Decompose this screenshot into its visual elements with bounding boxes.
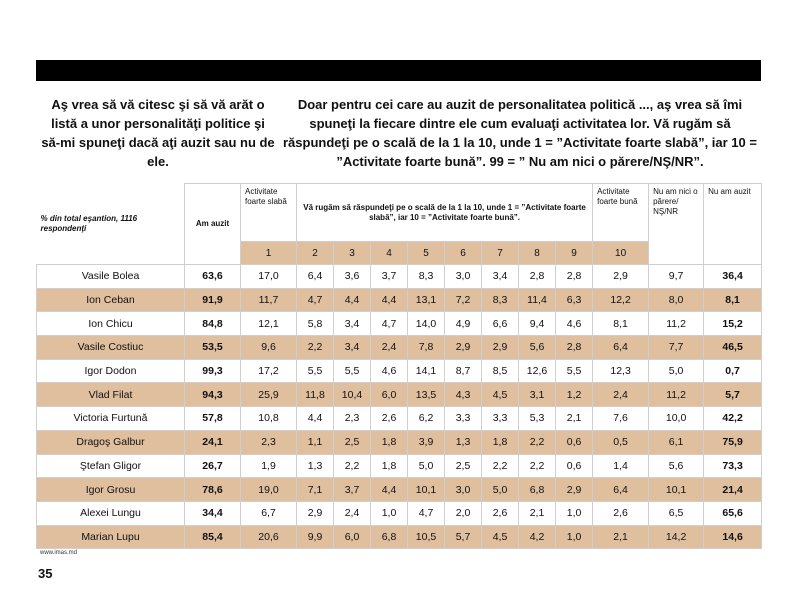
rating-cell: 10,5 [408,525,445,549]
rating-cell: 6,4 [593,336,649,360]
am-auzit-value: 99,3 [185,359,241,383]
table-body [37,265,762,549]
am-auzit-value: 57,8 [185,407,241,431]
politician-name: Ion Ceban [37,288,185,312]
rating-cell: 4,5 [482,383,519,407]
rating-cell: 2,4 [593,383,649,407]
rating-cell: 10,4 [334,383,371,407]
am-auzit-value: 78,6 [185,478,241,502]
rating-cell: 17,2 [241,359,297,383]
nu-am-auzit-value: 46,5 [704,336,762,360]
header-scale-instruction: Vă rugăm să răspundeţi pe o scală de la 1 la 10, unde 1 = ”Activitate foarte slabă”, iar 10 = ”Activitate foarte bună”. [297,184,593,242]
scale-number-8: 8 [519,242,556,265]
rating-cell: 14,2 [649,525,704,549]
rating-cell: 2,2 [334,454,371,478]
sample-label: % din total eşantion, 1116 respondenţi [40,213,138,233]
scale-number-6: 6 [445,242,482,265]
table-row [37,407,762,431]
rating-cell: 2,1 [556,407,593,431]
rating-cell: 10,0 [649,407,704,431]
rating-cell: 4,4 [371,478,408,502]
rating-cell: 5,6 [649,454,704,478]
rating-cell: 1,8 [482,430,519,454]
am-auzit-value: 24,1 [185,430,241,454]
rating-cell: 2,9 [297,501,334,525]
rating-cell: 9,6 [241,336,297,360]
rating-cell: 5,3 [519,407,556,431]
rating-cell: 3,3 [445,407,482,431]
rating-cell: 0,5 [593,430,649,454]
politician-name: Ştefan Gligor [37,454,185,478]
nu-am-auzit-value: 65,6 [704,501,762,525]
rating-cell: 3,4 [334,312,371,336]
rating-cell: 3,7 [371,265,408,289]
nu-am-auzit-value: 42,2 [704,407,762,431]
rating-cell: 1,8 [371,430,408,454]
rating-cell: 1,8 [371,454,408,478]
am-auzit-value: 91,9 [185,288,241,312]
rating-cell: 4,2 [519,525,556,549]
rating-cell: 9,7 [649,265,704,289]
rating-cell: 6,2 [408,407,445,431]
header-nr: Nu am nici o părere/ NŞ/NR [649,184,704,265]
rating-cell: 3,3 [482,407,519,431]
am-auzit-value: 85,4 [185,525,241,549]
rating-cell: 7,8 [408,336,445,360]
rating-cell: 2,2 [519,454,556,478]
rating-cell: 25,9 [241,383,297,407]
rating-cell: 6,7 [241,501,297,525]
rating-cell: 7,6 [593,407,649,431]
table-row [37,501,762,525]
rating-cell: 2,0 [445,501,482,525]
rating-cell: 6,4 [593,478,649,502]
rating-cell: 8,1 [593,312,649,336]
rating-cell: 5,0 [408,454,445,478]
rating-cell: 12,2 [593,288,649,312]
rating-cell: 10,8 [241,407,297,431]
rating-cell: 4,4 [371,288,408,312]
politician-name: Ion Chicu [37,312,185,336]
rating-cell: 11,2 [649,312,704,336]
scale-number-9: 9 [556,242,593,265]
rating-cell: 5,6 [519,336,556,360]
ratings-table [36,183,762,549]
rating-cell: 6,1 [649,430,704,454]
source-url: www.imas.md [40,550,78,556]
rating-cell: 2,5 [334,430,371,454]
rating-cell: 2,3 [241,430,297,454]
rating-cell: 4,3 [445,383,482,407]
rating-cell: 2,8 [556,336,593,360]
rating-cell: 0,6 [556,430,593,454]
rating-cell: 4,7 [371,312,408,336]
rating-cell: 2,2 [297,336,334,360]
rating-cell: 2,2 [482,454,519,478]
rating-cell: 4,4 [334,288,371,312]
rating-cell: 4,7 [297,288,334,312]
rating-cell: 7,2 [445,288,482,312]
rating-cell: 11,7 [241,288,297,312]
rating-cell: 5,8 [297,312,334,336]
rating-cell: 6,5 [649,501,704,525]
rating-cell: 10,1 [649,478,704,502]
rating-cell: 9,4 [519,312,556,336]
rating-cell: 6,0 [371,383,408,407]
rating-cell: 6,6 [482,312,519,336]
rating-cell: 3,7 [334,478,371,502]
nu-am-auzit-value: 5,7 [704,383,762,407]
rating-cell: 1,1 [297,430,334,454]
am-auzit-value: 26,7 [185,454,241,478]
rating-cell: 2,2 [519,430,556,454]
politician-name: Marian Lupu [37,525,185,549]
rating-cell: 2,9 [445,336,482,360]
rating-cell: 5,5 [334,359,371,383]
rating-cell: 3,0 [445,478,482,502]
rating-cell: 5,5 [556,359,593,383]
rating-cell: 5,5 [297,359,334,383]
table-row [37,265,762,289]
rating-cell: 1,2 [556,383,593,407]
politician-name: Igor Dodon [37,359,185,383]
rating-cell: 1,4 [593,454,649,478]
rating-cell: 11,4 [519,288,556,312]
table-row [37,383,762,407]
rating-cell: 8,5 [482,359,519,383]
rating-cell: 1,0 [556,501,593,525]
table-row [37,312,762,336]
header-nu-auzit: Nu am auzit [704,184,762,265]
header-activitate-buna: Activitate foarte bună [593,184,649,242]
politician-name: Victoria Furtună [37,407,185,431]
rating-cell: 2,9 [482,336,519,360]
nu-am-auzit-value: 14,6 [704,525,762,549]
rating-cell: 19,0 [241,478,297,502]
scale-number-3: 3 [334,242,371,265]
rating-cell: 4,5 [482,525,519,549]
rating-cell: 3,4 [482,265,519,289]
am-auzit-value: 34,4 [185,501,241,525]
rating-cell: 1,3 [445,430,482,454]
rating-cell: 3,1 [519,383,556,407]
rating-cell: 13,1 [408,288,445,312]
rating-cell: 6,0 [334,525,371,549]
rating-cell: 2,9 [593,265,649,289]
rating-cell: 12,3 [593,359,649,383]
rating-cell: 6,8 [519,478,556,502]
rating-cell: 1,9 [241,454,297,478]
nu-am-auzit-value: 15,2 [704,312,762,336]
nu-am-auzit-value: 21,4 [704,478,762,502]
rating-cell: 2,6 [482,501,519,525]
rating-cell: 2,4 [371,336,408,360]
rating-cell: 8,3 [408,265,445,289]
scale-number-2: 2 [297,242,334,265]
table-row [37,525,762,549]
nu-am-auzit-value: 75,9 [704,430,762,454]
rating-cell: 4,6 [556,312,593,336]
rating-cell: 4,6 [371,359,408,383]
am-auzit-value: 63,6 [185,265,241,289]
rating-cell: 20,6 [241,525,297,549]
nu-am-auzit-value: 8,1 [704,288,762,312]
rating-cell: 2,8 [556,265,593,289]
rating-cell: 6,3 [556,288,593,312]
am-auzit-value: 84,8 [185,312,241,336]
table-row [37,359,762,383]
rating-cell: 4,4 [297,407,334,431]
table-row [37,478,762,502]
rating-cell: 11,8 [297,383,334,407]
rating-cell: 1,0 [556,525,593,549]
scale-number-1: 1 [241,242,297,265]
am-auzit-value: 94,3 [185,383,241,407]
rating-cell: 2,6 [593,501,649,525]
rating-cell: 14,0 [408,312,445,336]
politician-name: Alexei Lungu [37,501,185,525]
rating-cell: 2,8 [519,265,556,289]
rating-cell: 11,2 [649,383,704,407]
rating-cell: 8,0 [649,288,704,312]
rating-cell: 7,1 [297,478,334,502]
rating-cell: 3,9 [408,430,445,454]
top-black-bar [36,60,761,81]
rating-cell: 12,1 [241,312,297,336]
rating-cell: 2,3 [334,407,371,431]
nu-am-auzit-value: 36,4 [704,265,762,289]
rating-cell: 2,6 [371,407,408,431]
rating-cell: 12,6 [519,359,556,383]
rating-cell: 8,3 [482,288,519,312]
rating-cell: 4,9 [445,312,482,336]
politician-name: Dragoş Galbur [37,430,185,454]
question-right: Doar pentru cei care au auzit de personalitatea politică ..., aş vrea să îmi spuneţi la fiecare dintre ele cum evaluaţi activitatea lor. Vă rugăm să răspundeţi pe o scală de la 1 la 10, unde 1 = ”Activitate foarte slabă”, iar 10 = ”Activitate foarte bună”. 99 = ” Nu am nici o părere/NŞ/NR”. [283,97,757,169]
rating-cell: 5,0 [649,359,704,383]
rating-cell: 3,0 [445,265,482,289]
politician-name: Vasile Costiuc [37,336,185,360]
nu-am-auzit-value: 73,3 [704,454,762,478]
rating-cell: 3,6 [334,265,371,289]
rating-cell: 3,4 [334,336,371,360]
rating-cell: 13,5 [408,383,445,407]
table-row [37,336,762,360]
rating-cell: 1,3 [297,454,334,478]
header-am-auzit: Am auzit [185,184,241,265]
rating-cell: 2,9 [556,478,593,502]
scale-number-10: 10 [593,242,649,265]
rating-cell: 14,1 [408,359,445,383]
question-left: Aş vrea să vă citesc şi să vă arăt o listă a unor personalităţi politice şi să-mi spuneţi dacă aţi auzit sau nu de ele. [41,97,275,169]
scale-number-4: 4 [371,242,408,265]
rating-cell: 8,7 [445,359,482,383]
rating-cell: 7,7 [649,336,704,360]
header-activitate-slaba: Activitate foarte slabă [241,184,297,242]
rating-cell: 9,9 [297,525,334,549]
page-number: 35 [38,566,53,581]
rating-cell: 6,4 [297,265,334,289]
scale-number-7: 7 [482,242,519,265]
rating-cell: 2,5 [445,454,482,478]
rating-cell: 2,1 [519,501,556,525]
am-auzit-value: 53,5 [185,336,241,360]
rating-cell: 2,4 [334,501,371,525]
rating-cell: 4,7 [408,501,445,525]
politician-name: Vlad Filat [37,383,185,407]
table-row [37,430,762,454]
rating-cell: 5,0 [482,478,519,502]
rating-cell: 5,7 [445,525,482,549]
rating-cell: 1,0 [371,501,408,525]
rating-cell: 0,6 [556,454,593,478]
table-row [37,288,762,312]
rating-cell: 10,1 [408,478,445,502]
nu-am-auzit-value: 0,7 [704,359,762,383]
politician-name: Igor Grosu [37,478,185,502]
politician-name: Vasile Bolea [37,265,185,289]
table-row [37,454,762,478]
rating-cell: 17,0 [241,265,297,289]
rating-cell: 2,1 [593,525,649,549]
rating-cell: 6,8 [371,525,408,549]
scale-number-5: 5 [408,242,445,265]
